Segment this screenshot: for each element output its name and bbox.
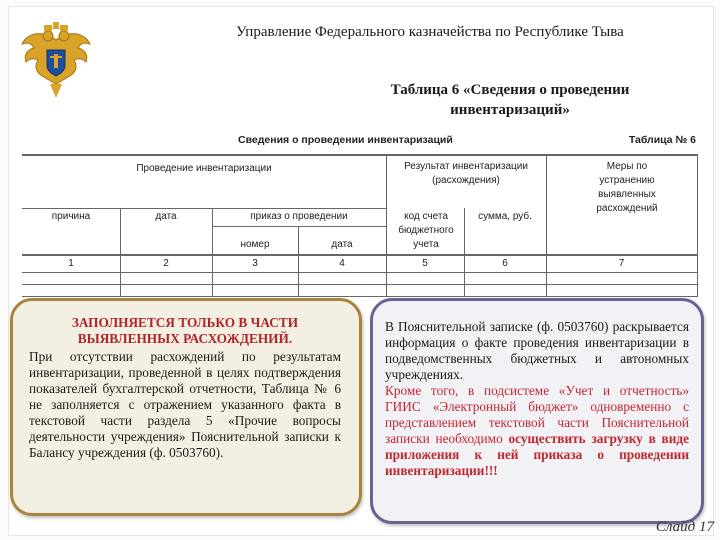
column-order-date: дата [331,239,353,250]
slide-number: Слайд 17 [655,519,714,535]
column-number-5: 5 [422,258,428,269]
table-number: Таблица № 6 [628,134,696,146]
note-right-red-span: Кроме того, в подсистеме «Учет и отчетность» ГИИС «Электронный бюджет» одновременно с представлением текстовой части Пояснительной записки необходимо [385,383,689,446]
column-number-2: 2 [163,258,169,269]
group-header-measures: Меры по устранению выявленных расхождений [596,161,658,214]
note-left-heading: ЗАПОЛНЯЕТСЯ ТОЛЬКО В ЧАСТИ ВЫЯВЛЕННЫХ РАСХОЖДЕНИЙ. [71,315,299,346]
slide-title: Таблица 6 «Сведения о проведении инвентаризаций» [390,82,630,118]
document-table [22,128,700,318]
table-caption: Сведения о проведении инвентаризаций [238,134,453,146]
column-date: дата [155,211,177,222]
column-order-number: номер [240,239,270,250]
column-reason: причина [51,211,91,222]
note-right-red-text [385,383,689,479]
note-box-right [370,298,704,524]
note-box-left [10,298,362,516]
column-number-4: 4 [339,258,345,269]
column-order: приказ о проведении [250,211,348,222]
note-right-bold-span: осуществить загрузку в виде приложения к ней приказа о проведении инвентаризации!!! [385,431,690,478]
column-number-3: 3 [252,258,258,269]
group-header-inventory: Проведение инвентаризации [136,163,272,174]
column-account-code: код счета бюджетного учета [398,211,454,250]
column-number-7: 7 [618,258,625,269]
note-left-body: При отсутствии расхождений по результатам инвентаризации, проведенной в целях подтверждения показателей бухгалтерской отчетности, Таблица № 6 не заполняется с отражением указанного факта в текстовой части раздела 5 «Прочие вопросы деятельности учреждения» Пояснительной записки к Балансу учреждения (ф. 0503760). [29,349,341,460]
group-header-result: Результат инвентаризации (расхождения) [404,161,528,186]
column-number-1: 1 [68,258,74,269]
column-amount: сумма, руб. [478,211,532,222]
treasury-emblem-icon [20,22,92,100]
column-number-6: 6 [502,258,508,269]
note-right-intro: В Пояснительной записке (ф. 0503760) раскрывается информация о факте проведения инвентаризации в подведомственных бюджетных и автономных учреждениях. [385,319,689,382]
organization-title: Управление Федерального казначейства по Республике Тыва [236,24,624,40]
